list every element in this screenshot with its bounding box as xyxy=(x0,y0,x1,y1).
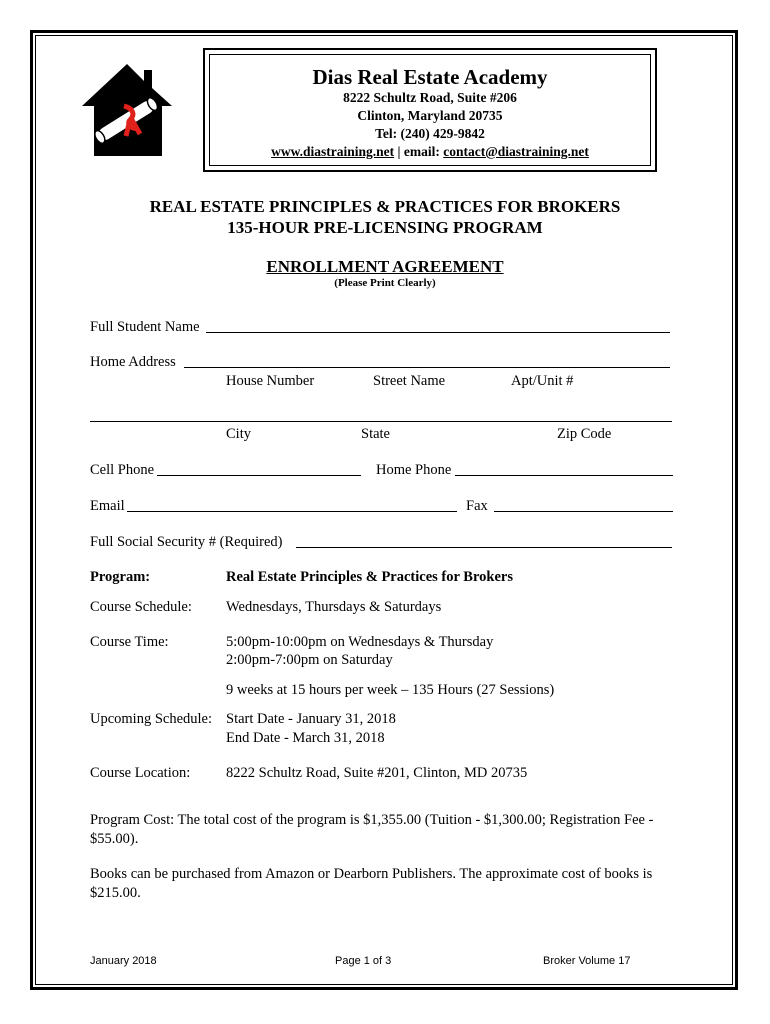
course-schedule-label: Course Schedule: xyxy=(90,599,192,615)
city-state-zip-field[interactable] xyxy=(90,421,672,422)
email-prefix: | email: xyxy=(394,144,444,159)
city-label: City xyxy=(226,426,251,442)
course-time-label: Course Time: xyxy=(90,634,169,650)
cell-phone-field[interactable] xyxy=(157,475,361,476)
house-number-label: House Number xyxy=(226,373,315,389)
academy-contact-line xyxy=(210,143,650,161)
course-time-saturday: 2:00pm-7:00pm on Saturday xyxy=(226,652,393,668)
program-label: Program: xyxy=(90,569,151,585)
program-cost-paragraph: Program Cost: The total cost of the program is $1,355.00 (Tuition - $1,300.00; Registration Fee - $55.00). xyxy=(90,812,654,847)
fax-field[interactable] xyxy=(494,511,673,512)
academy-header-box xyxy=(203,48,657,172)
website-link[interactable]: www.diastraining.net xyxy=(271,144,395,159)
footer-page-number: Page 1 of 3 xyxy=(335,955,392,967)
course-location-value: 8222 Schultz Road, Suite #201, Clinton, MD 20735 xyxy=(226,765,528,781)
upcoming-schedule-label: Upcoming Schedule: xyxy=(90,711,213,727)
street-name-label: Street Name xyxy=(373,373,446,389)
academy-name: Dias Real Estate Academy xyxy=(312,65,548,89)
footer-date: January 2018 xyxy=(90,955,157,967)
email-field[interactable] xyxy=(127,511,457,512)
home-phone-label: Home Phone xyxy=(376,462,452,478)
course-time-weekday: 5:00pm-10:00pm on Wednesdays & Thursday xyxy=(226,634,494,650)
start-date: Start Date - January 31, 2018 xyxy=(226,711,396,727)
course-schedule-value: Wednesdays, Thursdays & Saturdays xyxy=(226,599,442,615)
program-value: Real Estate Principles & Practices for Brokers xyxy=(226,569,513,585)
house-diploma-icon xyxy=(80,62,174,158)
home-address-field[interactable] xyxy=(184,367,670,368)
apt-unit-label: Apt/Unit # xyxy=(511,373,574,389)
academy-city: Clinton, Maryland 20735 xyxy=(357,108,503,123)
email-link[interactable]: contact@diastraining.net xyxy=(443,144,589,159)
academy-phone: Tel: (240) 429-9842 xyxy=(375,126,485,141)
agreement-heading: ENROLLMENT AGREEMENT xyxy=(266,257,504,276)
ssn-field[interactable] xyxy=(296,547,672,548)
email-label: Email xyxy=(90,498,125,514)
weeks-note: 9 weeks at 15 hours per week – 135 Hours (27 Sessions) xyxy=(226,682,555,698)
end-date: End Date - March 31, 2018 xyxy=(226,730,385,746)
state-label: State xyxy=(361,426,390,442)
course-location-label: Course Location: xyxy=(90,765,191,781)
program-title: REAL ESTATE PRINCIPLES & PRACTICES FOR BROKERS xyxy=(149,197,621,216)
books-paragraph: Books can be purchased from Amazon or Dearborn Publishers. The approximate cost of books is $215.00. xyxy=(90,866,653,901)
program-subtitle: 135-HOUR PRE-LICENSING PROGRAM xyxy=(227,218,543,237)
full-name-label: Full Student Name xyxy=(90,319,200,335)
zip-code-label: Zip Code xyxy=(557,426,612,442)
fax-label: Fax xyxy=(466,498,488,514)
home-phone-field[interactable] xyxy=(455,475,673,476)
home-address-label: Home Address xyxy=(90,354,176,370)
full-name-field[interactable] xyxy=(206,332,670,333)
print-note: (Please Print Clearly) xyxy=(334,277,436,289)
cell-phone-label: Cell Phone xyxy=(90,462,155,478)
footer-volume: Broker Volume 17 xyxy=(543,955,631,967)
academy-address: 8222 Schultz Road, Suite #206 xyxy=(343,90,517,105)
ssn-label: Full Social Security # (Required) xyxy=(90,534,283,550)
